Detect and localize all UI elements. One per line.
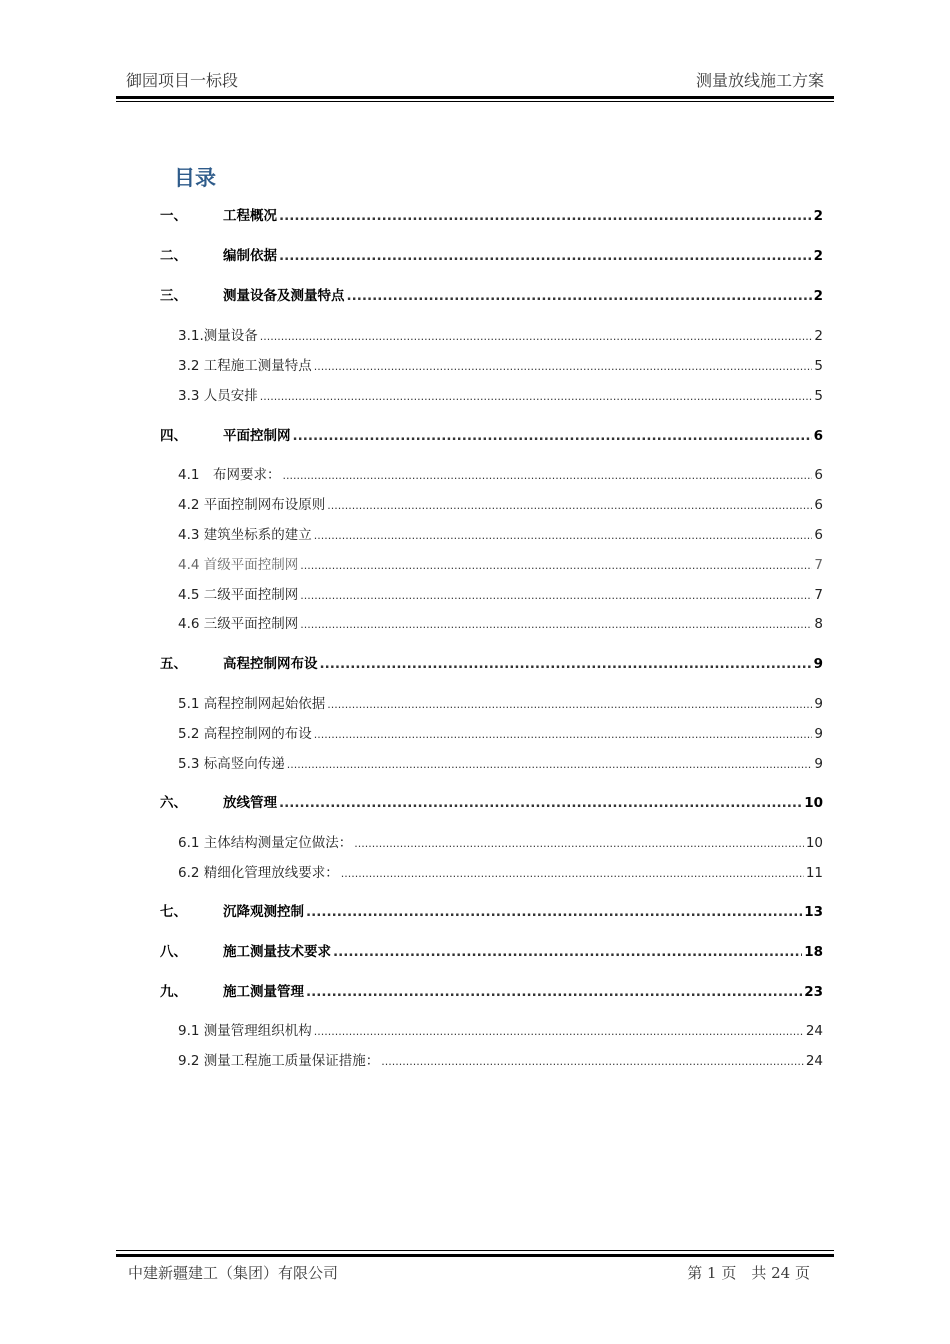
toc-entry-page: 9 xyxy=(813,656,823,672)
toc-entry-text: 放线管理 xyxy=(223,795,277,811)
page-footer xyxy=(116,1262,834,1286)
toc-subentry[interactable] xyxy=(178,692,823,712)
header-rule-thick xyxy=(116,96,834,99)
toc-entry-text: 4.3 建筑坐标系的建立 xyxy=(178,527,312,543)
dot-leader xyxy=(327,696,812,712)
toc-entry-page: 5 xyxy=(814,388,823,404)
toc-entry-page: 9 xyxy=(814,756,823,772)
toc-subentry[interactable] xyxy=(178,831,823,851)
toc-entry-number: 八、 xyxy=(160,944,187,960)
dot-leader xyxy=(282,467,812,483)
dot-leader xyxy=(279,248,812,264)
toc-entry-number: 四、 xyxy=(160,428,187,444)
toc-entry-page: 24 xyxy=(805,1053,823,1069)
toc-entry-text: 高程控制网布设 xyxy=(223,656,318,672)
dot-leader xyxy=(260,388,813,404)
toc-entry[interactable] xyxy=(160,791,823,811)
toc-subentry[interactable] xyxy=(178,354,823,374)
toc-entry[interactable] xyxy=(160,204,823,224)
toc-entry-text: 施工测量技术要求 xyxy=(223,944,331,960)
toc-entry-page: 18 xyxy=(804,944,823,960)
toc-entry[interactable] xyxy=(160,980,823,1000)
toc-entry-text: 5.3 标高竖向传递 xyxy=(178,756,285,772)
toc-entry-text: 沉降观测控制 xyxy=(223,904,304,920)
dot-leader xyxy=(279,795,802,811)
toc-entry-number: 三、 xyxy=(160,288,187,304)
toc-entry-page: 9 xyxy=(814,696,823,712)
toc-title: 目录 xyxy=(174,166,216,190)
dot-leader xyxy=(354,835,804,851)
toc-entry-page: 2 xyxy=(813,248,823,264)
toc-subentry[interactable] xyxy=(178,1049,823,1069)
toc-entry-text: 6.2 精细化管理放线要求： xyxy=(178,865,339,881)
toc-subentry[interactable] xyxy=(178,493,823,513)
toc-subentry[interactable] xyxy=(178,722,823,742)
toc-entry-page: 7 xyxy=(814,557,823,573)
dot-leader xyxy=(333,944,802,960)
dot-leader xyxy=(327,497,812,513)
toc-subentry[interactable] xyxy=(178,861,823,881)
toc-entry-text: 3.3 人员安排 xyxy=(178,388,258,404)
toc-entry-text: 测量设备及测量特点 xyxy=(223,288,345,304)
dot-leader xyxy=(300,616,812,632)
toc-entry[interactable] xyxy=(160,284,823,304)
dot-leader xyxy=(314,358,813,374)
toc-entry-text: 4.4 首级平面控制网 xyxy=(178,557,299,573)
toc-entry-number: 五、 xyxy=(160,656,187,672)
toc-subentry[interactable] xyxy=(178,463,823,483)
dot-leader xyxy=(293,428,812,444)
dot-leader xyxy=(306,904,802,920)
toc-entry-text: 3.1.测量设备 xyxy=(178,328,258,344)
toc-entry-page: 23 xyxy=(804,984,823,1000)
toc-entry-text: 编制依据 xyxy=(223,248,277,264)
header-document-title: 测量放线施工方案 xyxy=(695,71,824,90)
dot-leader xyxy=(314,527,813,543)
toc-entry-text: 5.1 高程控制网起始依据 xyxy=(178,696,326,712)
toc-entry-text: 9.1 测量管理组织机构 xyxy=(178,1023,312,1039)
toc-subentry[interactable] xyxy=(178,583,823,603)
toc-entry[interactable] xyxy=(160,244,823,264)
toc-entry-text: 工程概况 xyxy=(223,208,277,224)
toc-entry-text: 平面控制网 xyxy=(223,428,291,444)
dot-leader xyxy=(306,984,802,1000)
toc-entry-text: 6.1 主体结构测量定位做法： xyxy=(178,835,353,851)
dot-leader xyxy=(381,1053,804,1069)
toc-subentry[interactable] xyxy=(178,384,823,404)
toc-entry[interactable] xyxy=(160,900,823,920)
toc-entry-number: 七、 xyxy=(160,904,187,920)
toc-entry-text: 施工测量管理 xyxy=(223,984,304,1000)
toc-entry-number: 六、 xyxy=(160,795,187,811)
dot-leader xyxy=(320,656,812,672)
toc-entry-page: 9 xyxy=(814,726,823,742)
toc-entry[interactable] xyxy=(160,652,823,672)
toc-entry-text: 9.2 测量工程施工质量保证措施： xyxy=(178,1053,380,1069)
toc-entry-page: 24 xyxy=(805,1023,823,1039)
toc-entry-page: 6 xyxy=(814,467,823,483)
dot-leader xyxy=(347,288,812,304)
toc-entry-text: 5.2 高程控制网的布设 xyxy=(178,726,312,742)
toc-entry-text: 4.2 平面控制网布设原则 xyxy=(178,497,326,513)
footer-company-name: 中建新疆建工（集团）有限公司 xyxy=(128,1264,339,1282)
footer-rule-thin xyxy=(116,1250,834,1251)
toc-subentry[interactable] xyxy=(178,612,823,632)
toc-subentry[interactable] xyxy=(178,324,823,344)
dot-leader xyxy=(260,328,813,344)
dot-leader xyxy=(300,557,812,573)
toc-entry-page: 6 xyxy=(813,428,823,444)
page-header xyxy=(116,64,834,94)
toc-entry-page: 6 xyxy=(814,527,823,543)
toc-entry-text: 4.5 二级平面控制网 xyxy=(178,587,299,603)
dot-leader xyxy=(341,865,804,881)
toc-entry-page: 7 xyxy=(814,587,823,603)
toc-entry-page: 6 xyxy=(814,497,823,513)
toc-entry-text: 4.6 三级平面控制网 xyxy=(178,616,299,632)
toc-entry-page: 11 xyxy=(805,865,823,881)
toc-entry-page: 13 xyxy=(804,904,823,920)
toc-subentry[interactable] xyxy=(178,523,823,543)
header-project-name: 御园项目一标段 xyxy=(126,71,239,90)
dot-leader xyxy=(314,726,813,742)
toc-entry-number: 九、 xyxy=(160,984,187,1000)
toc-entry-page: 2 xyxy=(813,288,823,304)
toc-entry-page: 10 xyxy=(804,795,823,811)
header-rule-thin xyxy=(116,101,834,102)
toc-entry-text: 3.2 工程施工测量特点 xyxy=(178,358,312,374)
toc-entry[interactable] xyxy=(160,940,823,960)
dot-leader xyxy=(300,587,812,603)
toc-entry-page: 5 xyxy=(814,358,823,374)
toc-entry-text: 4.1 布网要求： xyxy=(178,467,281,483)
toc-entry-number: 一、 xyxy=(160,208,187,224)
dot-leader xyxy=(314,1023,804,1039)
toc-entry-page: 8 xyxy=(814,616,823,632)
dot-leader xyxy=(279,208,812,224)
toc-entry-number: 二、 xyxy=(160,248,187,264)
toc-entry-page: 10 xyxy=(805,835,823,851)
footer-rule-thick xyxy=(116,1254,834,1257)
toc-entry[interactable] xyxy=(160,424,823,444)
toc-subentry[interactable] xyxy=(178,553,823,573)
toc-subentry[interactable] xyxy=(178,752,823,772)
toc-subentry[interactable] xyxy=(178,1019,823,1039)
toc-entry-page: 2 xyxy=(814,328,823,344)
dot-leader xyxy=(287,756,813,772)
toc-entry-page: 2 xyxy=(813,208,823,224)
footer-page-number: 第 1 页 共 24 页 xyxy=(687,1264,810,1282)
